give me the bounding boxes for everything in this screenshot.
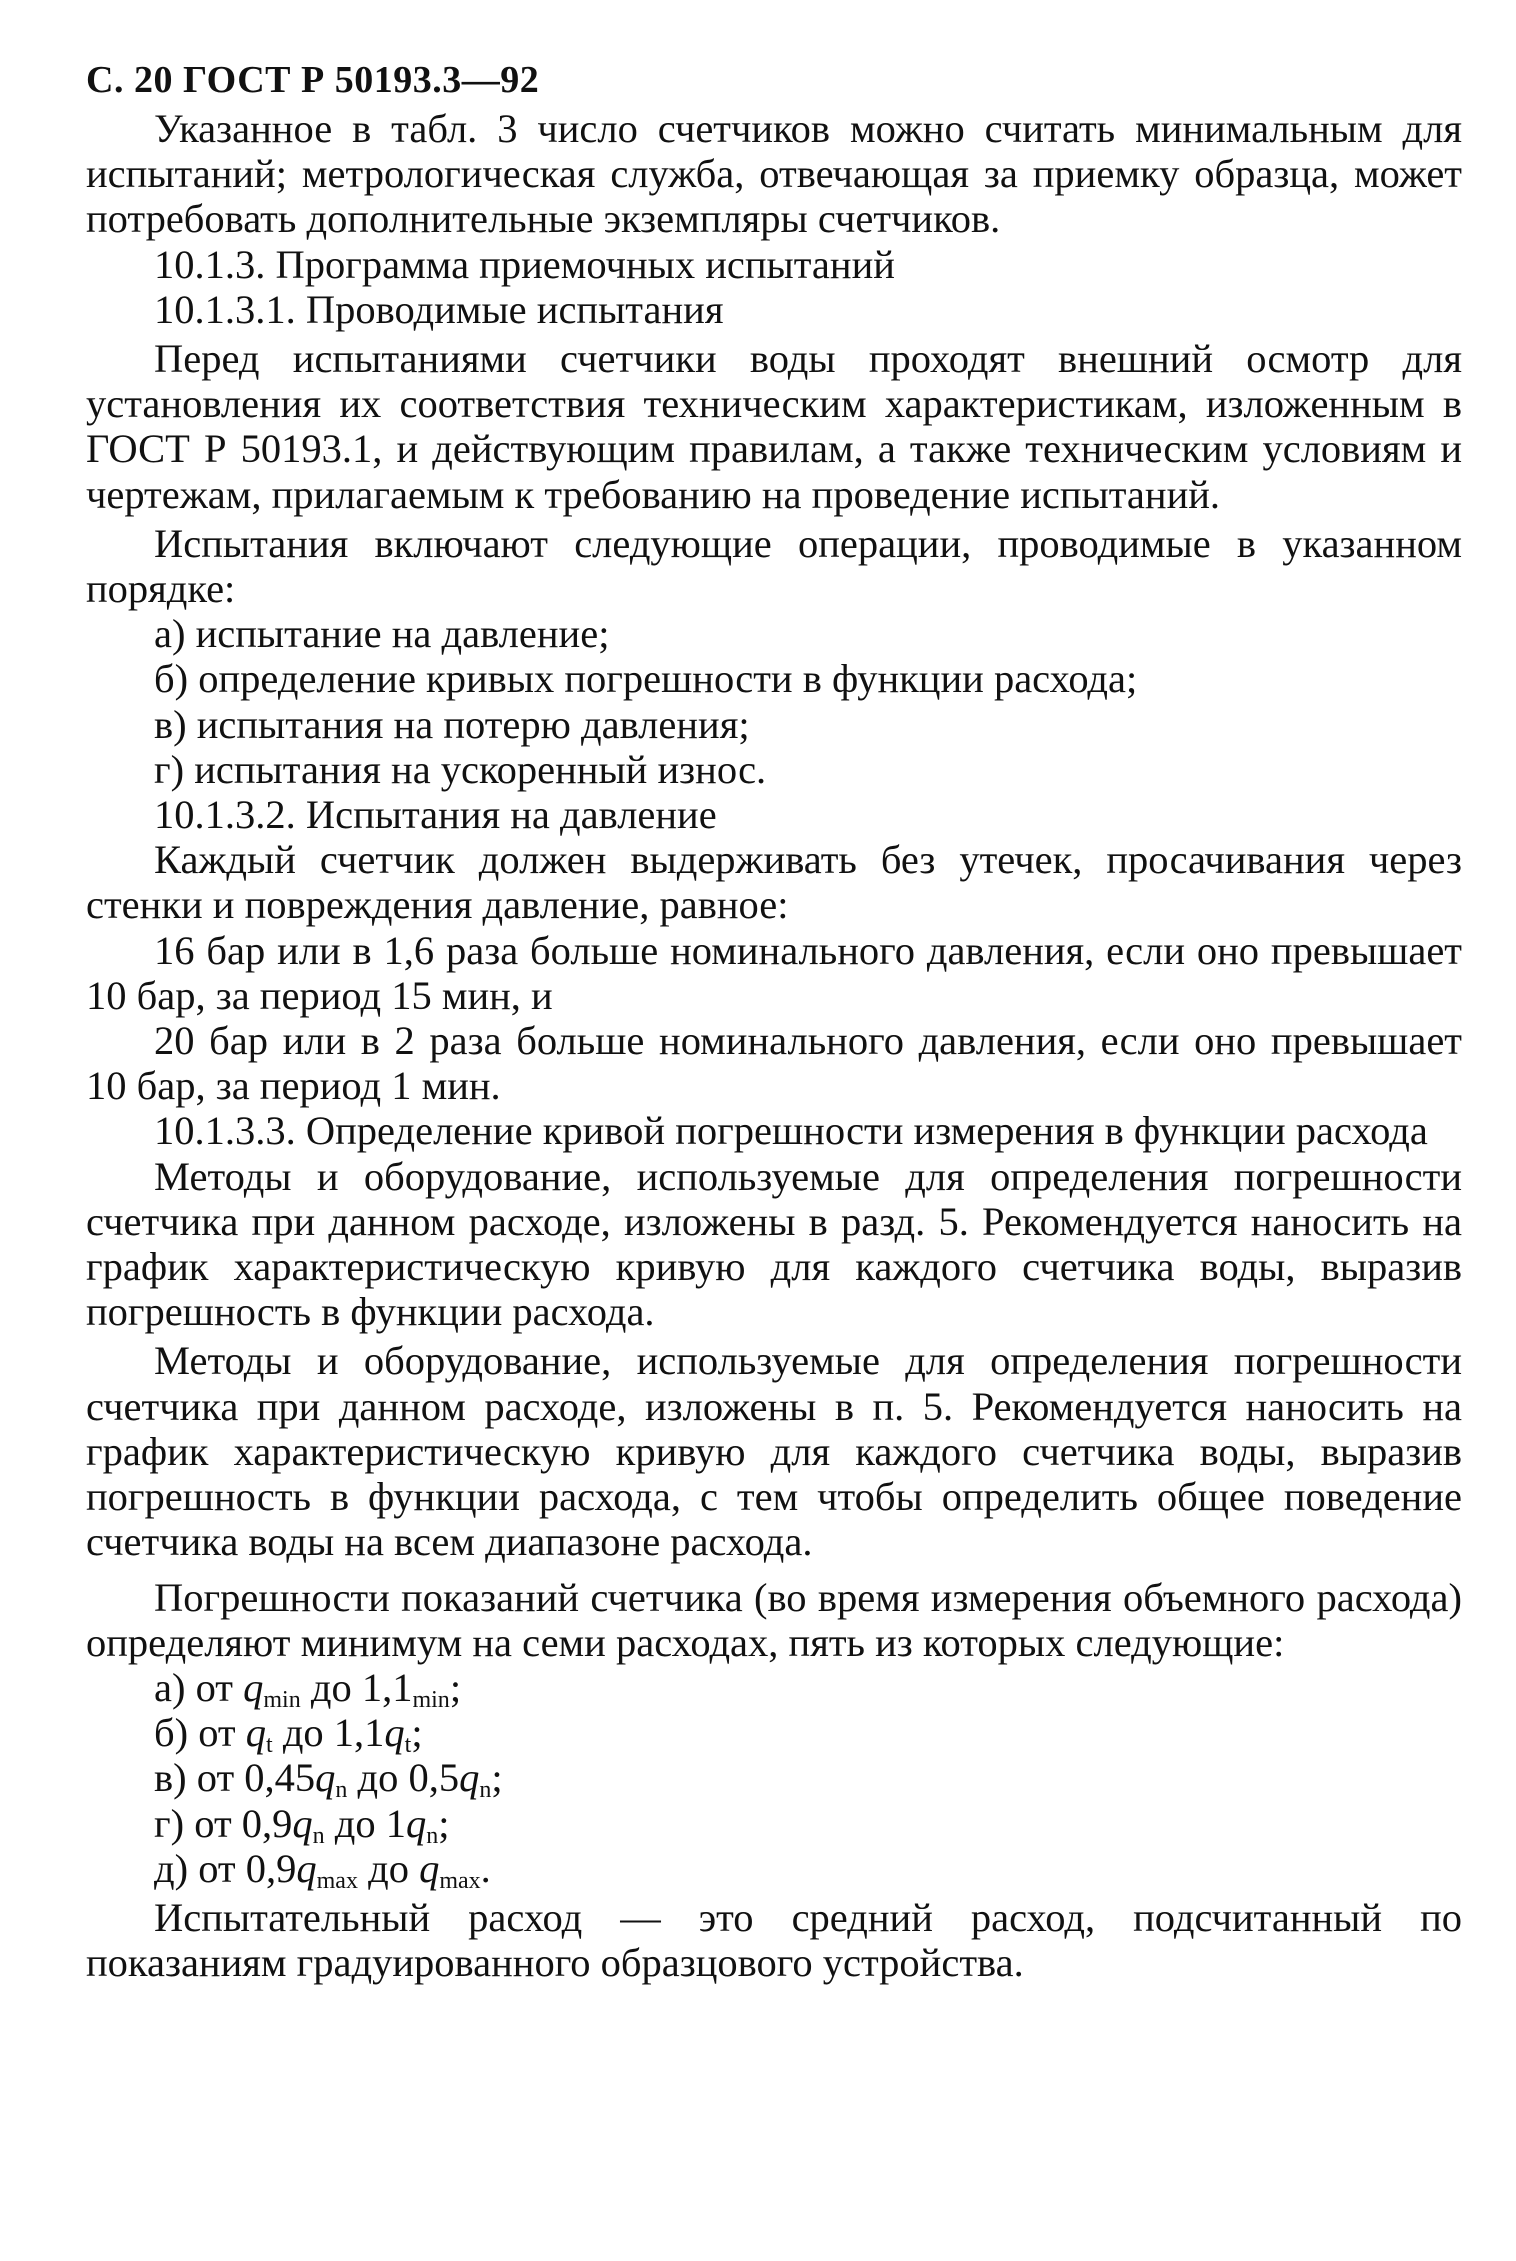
flow-symbol: q <box>384 1710 405 1756</box>
paragraph-pressure: Каждый счетчик должен выдерживать без утечек, просачивания через стенки и повреждения давление, равное: <box>86 837 1462 928</box>
flow-subscript: n <box>312 1822 325 1849</box>
flow-item-prefix: в) от 0,45 <box>154 1755 316 1801</box>
flow-item <box>86 1755 1462 1804</box>
flow-item-prefix: а) от <box>154 1664 244 1710</box>
flow-item-prefix: г) от 0,9 <box>154 1800 293 1846</box>
flow-symbol: q <box>296 1845 317 1891</box>
section-heading-10-1-3-3: 10.1.3.3. Определение кривой погрешности измерения в функции расхода <box>154 1108 1428 1154</box>
flow-symbol: q <box>419 1845 440 1891</box>
flow-symbol: q <box>406 1800 427 1846</box>
flow-subscript: max <box>316 1867 358 1894</box>
flow-item-end: ; <box>438 1800 450 1846</box>
paragraph-methods-2: Методы и оборудование, используемые для определения погрешности счетчика при данном расходе, изложены в п. 5. Рекомендуется наносить на график характеристическую кривую для каждого счетчика воды, выразив погрешность в функции расхода, с тем чтобы определить общее поведение счетчика воды на всем диапазоне расхода. <box>86 1338 1462 1565</box>
paragraph-inspection: Перед испытаниями счетчики воды проходят внешний осмотр для установления их соответствия техническим характеристикам, изложенным в ГОСТ Р 50193.1, и действующим правилам, а также техническим условиям и чертежам, прилагаемым к требованию на проведение испытаний. <box>86 336 1462 517</box>
flow-subscript: min <box>263 1686 301 1713</box>
flow-item-middle: до 0,5 <box>347 1755 460 1801</box>
flow-subscript: n <box>335 1777 348 1804</box>
flow-symbol: q <box>459 1755 480 1801</box>
flow-item-end: ; <box>491 1755 503 1801</box>
flow-item-middle: до <box>357 1845 420 1891</box>
paragraph-pressure-16-bar: 16 бар или в 1,6 раза больше номинального давления, если оно превышает 10 бар, за период 15 мин, и <box>86 927 1462 1018</box>
section-heading-10-1-3: 10.1.3. Программа приемочных испытаний <box>154 241 895 287</box>
paragraph-pressure-20-bar: 20 бар или в 2 раза больше номинального давления, если оно превышает 10 бар, за период 1 мин. <box>86 1018 1462 1109</box>
flow-item <box>86 1710 1462 1759</box>
flow-subscript: min <box>412 1686 450 1713</box>
list-item-a: а) испытание на давление; <box>154 611 610 657</box>
section-heading-10-1-3-1: 10.1.3.1. Проводимые испытания <box>154 286 724 332</box>
paragraph-errors-intro: Погрешности показаний счетчика (во время измерения объемного расхода) определяют минимум на семи расходах, пять из которых следующие: <box>86 1574 1462 1665</box>
flow-item-middle: до 1,1 <box>272 1710 385 1756</box>
document-page <box>86 56 1462 1985</box>
flow-item-end: ; <box>411 1710 423 1756</box>
flow-symbol: q <box>245 1710 267 1756</box>
flow-item-middle: до 1,1 <box>300 1664 413 1710</box>
flow-item <box>86 1845 1462 1894</box>
flow-subscript: n <box>426 1822 439 1849</box>
flow-subscript: n <box>479 1777 492 1804</box>
section-heading-10-1-3-2: 10.1.3.2. Испытания на давление <box>154 792 717 838</box>
flow-item <box>86 1800 1462 1849</box>
flow-symbol: q <box>292 1800 313 1846</box>
flow-item <box>86 1664 1462 1713</box>
list-item-g: г) испытания на ускоренный износ. <box>154 746 767 792</box>
flow-item-end: . <box>480 1845 491 1891</box>
flow-subscript: t <box>266 1732 273 1759</box>
paragraph-test-flow: Испытательный расход — это средний расход, подсчитанный по показаниям градуированного образцового устройства. <box>86 1894 1462 1986</box>
flow-item-middle: до 1 <box>324 1800 406 1846</box>
flow-symbol: q <box>243 1664 264 1710</box>
flow-symbol: q <box>315 1755 336 1801</box>
flow-subscript: max <box>439 1867 481 1894</box>
flow-subscript: t <box>404 1732 412 1759</box>
paragraph-table3-note: Указанное в табл. 3 число счетчиков можно считать минимальным для испытаний; метрологическая служба, отвечающая за приемку образца, может потребовать дополнительные экземпляры счетчиков. <box>86 106 1462 242</box>
paragraph-methods-1: Методы и оборудование, используемые для определения погрешности счетчика при данном расходе, изложены в разд. 5. Рекомендуется наносить на график характеристическую кривую для каждого счетчика воды, выразив погрешность в функции расхода. <box>86 1153 1462 1335</box>
flow-item-end: ; <box>449 1664 462 1710</box>
paragraph-operations-intro: Испытания включают следующие операции, проводимые в указанном порядке: <box>86 520 1462 612</box>
list-item-b: б) определение кривых погрешности в функции расхода; <box>154 656 1138 702</box>
page-header: С. 20 ГОСТ Р 50193.3—92 <box>86 59 540 101</box>
flow-item-prefix: д) от 0,9 <box>154 1845 297 1891</box>
list-item-v: в) испытания на потерю давления; <box>154 701 750 747</box>
flow-item-prefix: б) от <box>154 1710 246 1756</box>
